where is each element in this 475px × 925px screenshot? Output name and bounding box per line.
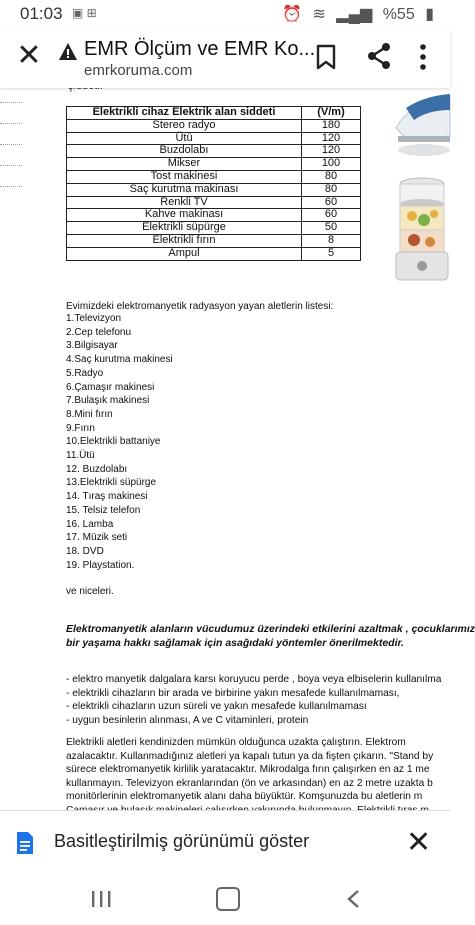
list-item: 4.Saç kurutma makinesi — [66, 354, 173, 366]
table-row — [67, 119, 361, 132]
table-row — [67, 158, 361, 171]
table-row — [67, 247, 361, 260]
table-row — [67, 170, 361, 183]
paragraph-line: azalacaktır. Kullanmadığınız aletleri ya kapalı tutun ya da fişten çıkarın. "Stand by — [66, 750, 434, 762]
table-row — [67, 209, 361, 222]
table-cell-device: Mikser — [67, 158, 302, 171]
table-cell-value: 80 — [302, 170, 361, 183]
emr-table — [66, 106, 361, 261]
table-cell-value: 120 — [302, 145, 361, 158]
list-outro: ve niceleri. — [66, 586, 114, 597]
simplified-view-banner[interactable] — [0, 810, 450, 874]
paragraph-line: kullanmayın. Televizyon ekranlarından (ön ve arkasından) en az 2 metre uzakta b — [66, 777, 433, 789]
table-row — [67, 132, 361, 145]
list-item: 8.Mini fırın — [66, 408, 113, 420]
page-title: EMR Ölçüm ve EMR Ko... — [84, 38, 316, 60]
status-time: 01:03 — [20, 4, 63, 23]
table-cell-device: Tost makinesi — [67, 170, 302, 183]
advice-bullets — [66, 673, 441, 727]
food-steamer-image — [388, 176, 450, 286]
browser-app-bar — [0, 28, 450, 88]
recent-apps-icon[interactable] — [90, 889, 112, 909]
wifi-icon: ≋ — [312, 6, 326, 23]
table-cell-device: Buzdolabı — [67, 145, 302, 158]
list-item: 14. Tıraş makinesi — [66, 491, 148, 503]
list-item: 13.Elektrikli süpürge — [66, 477, 157, 489]
list-item: 5.Radyo — [66, 367, 104, 379]
appliance-list — [66, 312, 173, 572]
list-item: 1.Televizyon — [66, 313, 122, 324]
list-item: 12. Buzdolabı — [66, 463, 128, 475]
table-cell-value: 5 — [302, 247, 361, 260]
advice-paragraph — [66, 736, 433, 817]
iron-image — [388, 88, 450, 158]
bullet-item: - elektrikli cihazların uzun süreli ve yakın mesafede kullanılmaması — [66, 701, 367, 712]
page-url[interactable]: emrkoruma.com — [84, 62, 193, 79]
web-content[interactable] — [0, 88, 475, 810]
table-cell-value: 60 — [302, 196, 361, 209]
list-item: 9.Fırın — [66, 422, 95, 434]
table-header-row — [67, 107, 361, 120]
table-row — [67, 145, 361, 158]
list-intro: Evimizdeki elektromanyetik radyasyon yayan aletlerin listesi: — [66, 301, 334, 312]
paragraph-line: sürece elektromanyetik kirlilik yaratacaktır. Mikrodalga fırın çalışırken en az 1 me — [66, 764, 430, 775]
table-row — [67, 234, 361, 247]
alarm-icon: ⏰ — [282, 6, 302, 23]
list-item: 18. DVD — [66, 545, 104, 557]
share-icon[interactable] — [366, 42, 392, 70]
table-cell-value: 60 — [302, 209, 361, 222]
table-header-unit: (V/m) — [302, 107, 361, 120]
list-item: 19. Playstation. — [66, 559, 135, 571]
list-item: 7.Bulaşık makinesi — [66, 395, 150, 407]
table-cell-device: Renkli TV — [67, 196, 302, 209]
left-sidebar-remnant — [0, 102, 22, 207]
list-item: 16. Lamba — [66, 518, 114, 530]
table-cell-value: 8 — [302, 234, 361, 247]
bullet-item: - elektro manyetik dalgalara karsı koruyucu perde , boya veya elbiselerin kullanılma — [66, 674, 442, 685]
table-cell-value: 180 — [302, 119, 361, 132]
document-icon — [16, 831, 34, 855]
list-item: 3.Bilgisayar — [66, 340, 118, 352]
list-item: 10.Elektrikli battaniye — [66, 436, 161, 448]
navigation-bar — [0, 873, 450, 925]
battery-icon: ▮ — [425, 6, 434, 23]
bullet-item: - uygun besinlerin alınması, A ve C vitaminleri, protein — [66, 714, 309, 726]
list-item: 2.Cep telefonu — [66, 326, 132, 338]
notification-icons: ▣ ⊞ — [72, 6, 97, 20]
signal-icon: ▂▄▆ — [336, 6, 373, 23]
paragraph-line: monitörlerinin elektromanyetik alanı daha büyüktür. Komşunuzda bu aletlerin m — [66, 791, 423, 802]
status-bar — [0, 0, 450, 28]
bookmark-icon[interactable] — [315, 44, 337, 70]
status-right — [276, 4, 434, 24]
paragraph-line: Elektrikli aletleri kendinizden mümkün olduğunca uzakta çalıştırın. Elektrom — [66, 737, 406, 748]
table-cell-value: 50 — [302, 222, 361, 235]
warning-icon[interactable] — [58, 42, 78, 62]
list-item: 11.Ütü — [66, 450, 95, 462]
table-cell-device: Elektrikli fırın — [67, 234, 302, 247]
advice-heading — [66, 622, 475, 650]
table-cell-device: Stereo radyo — [67, 119, 302, 132]
list-item: 6.Çamaşır makinesi — [66, 381, 155, 393]
table-cell-device: Ütü — [67, 132, 302, 145]
bullet-item: - elektrikli cihazların bir arada ve birbirine yakın mesafede kullanılmaması, — [66, 687, 400, 699]
table-cell-device: Kahve makinası — [67, 209, 302, 222]
table-header-device: Elektrikli cihaz Elektrik alan siddeti — [67, 107, 302, 120]
table-row — [67, 196, 361, 209]
table-cell-value: 120 — [302, 132, 361, 145]
more-options-icon[interactable] — [416, 42, 430, 72]
list-item: 15. Telsiz telefon — [66, 504, 141, 516]
table-cell-device: Ampul — [67, 247, 302, 260]
list-item: 17. Müzik seti — [66, 532, 128, 544]
advice-heading-line-1: Elektromanyetik alanların vücudumuz üzerindeki etkilerini azaltmak , çocuklarımız — [66, 623, 475, 635]
table-cell-device: Elektrikli süpürge — [67, 222, 302, 235]
back-icon[interactable] — [346, 889, 360, 909]
table-row — [67, 183, 361, 196]
show-simplified-view-label[interactable]: Basitleştirilmiş görünümü göster — [54, 831, 310, 851]
home-icon[interactable] — [216, 887, 240, 911]
close-button[interactable]: ✕ — [16, 39, 42, 72]
table-cell-device: Saç kurutma makinası — [67, 183, 302, 196]
table-cell-value: 100 — [302, 158, 361, 171]
table-cell-value: 80 — [302, 183, 361, 196]
advice-heading-line-2: bir yaşama hakkı sağlamak için asağıdaki yöntemler önerilmektedir. — [66, 637, 404, 649]
battery-text: %55 — [382, 6, 415, 23]
table-row — [67, 222, 361, 235]
banner-close-icon[interactable]: ✕ — [406, 826, 432, 859]
